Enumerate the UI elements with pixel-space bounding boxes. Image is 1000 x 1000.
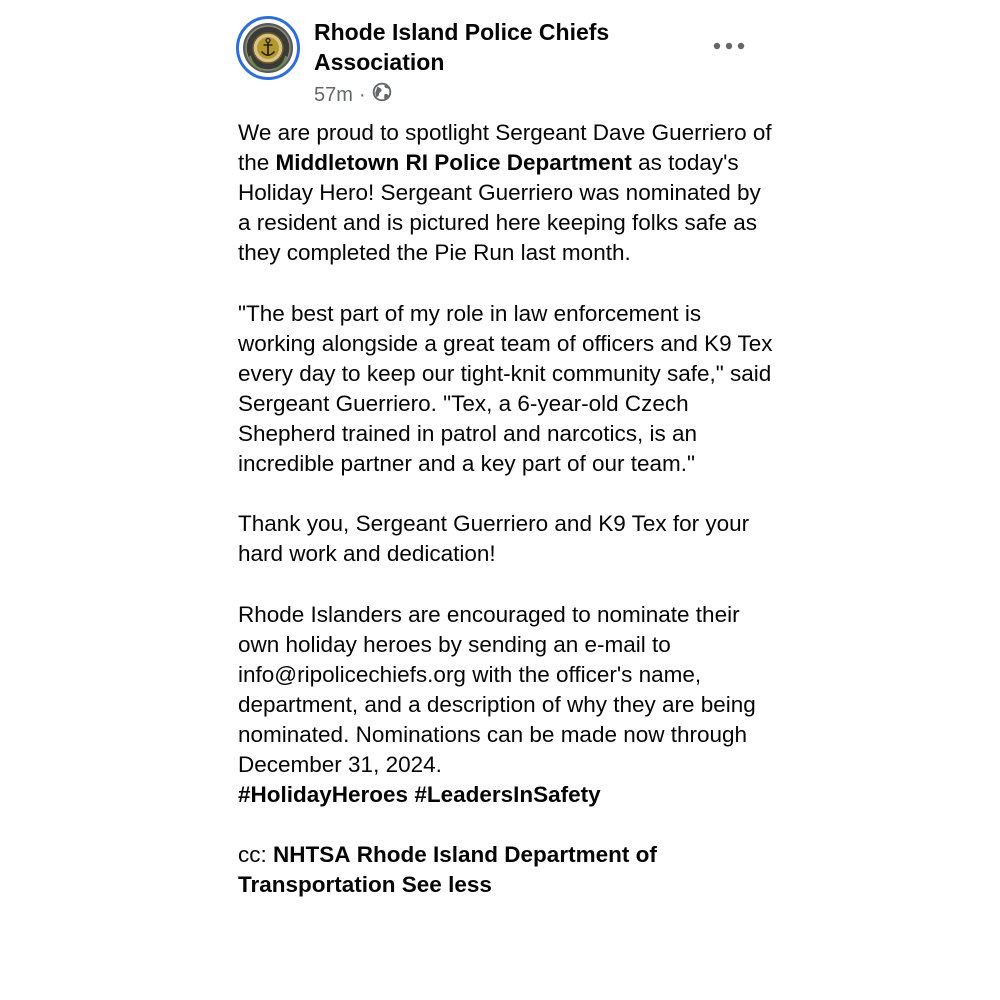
post-paragraph xyxy=(238,600,778,811)
police-badge-seal-icon xyxy=(236,16,300,80)
post-body xyxy=(238,118,778,900)
mention-link[interactable]: Middletown RI Police Department xyxy=(275,150,632,176)
see-less-button[interactable]: See less xyxy=(401,872,492,898)
page-name-line: Association xyxy=(314,49,445,75)
post-meta xyxy=(314,82,392,108)
paragraph-text: as today's Holiday Hero! Sergeant Guerriero was nominated by a resident and is pictured here keeping folks safe as they completed the Pie Run last month. xyxy=(238,150,761,266)
cc-prefix: cc: xyxy=(238,842,274,868)
globe-icon xyxy=(372,82,392,108)
more-options-button[interactable] xyxy=(712,34,746,58)
page-name-link[interactable] xyxy=(314,17,674,77)
post-paragraph: "The best part of my role in law enforcement is working alongside a great team of officers and K9 Tex every day to keep our tight-knit community safe," said Sergeant Guerriero. "Tex, a 6-year-old Czech Shepherd trained in patrol and narcotics, is an incredible partner and a key part of our team." xyxy=(238,300,773,477)
hashtag-link[interactable]: #HolidayHeroes xyxy=(238,782,409,808)
mention-link[interactable]: Rhode Island Department of Transportation xyxy=(238,842,657,898)
hashtag-link[interactable]: #LeadersInSafety xyxy=(414,782,601,808)
post-timestamp[interactable]: 57m xyxy=(314,83,353,106)
paragraph-text: Rhode Islanders are encouraged to nominate their own holiday heroes by sending an e-mail to info@ripolicechiefs.org with the officer's name, department, and a description of why they are being nominated. Nominations can be made now through December 31, 2024. xyxy=(238,601,756,777)
meta-separator: · xyxy=(358,83,366,106)
post-paragraph xyxy=(238,840,778,900)
post-paragraph: Thank you, Sergeant Guerriero and K9 Tex for your hard work and dedication! xyxy=(238,511,750,567)
page-name-line: Rhode Island Police Chiefs xyxy=(314,19,610,45)
paragraph-text: We are proud to spotlight Sergeant Dave Guerriero of the xyxy=(238,120,772,176)
mention-link[interactable]: NHTSA xyxy=(273,842,351,868)
more-horizontal-icon xyxy=(712,34,746,58)
post-paragraph xyxy=(238,118,778,268)
page-avatar[interactable] xyxy=(236,16,300,80)
